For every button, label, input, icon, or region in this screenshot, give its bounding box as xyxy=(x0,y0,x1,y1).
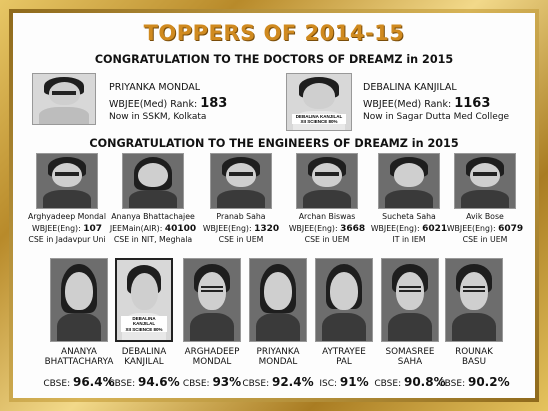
engineer-caption: Sucheta Saha WBJEE(Eng): 6021 IT in IEM xyxy=(370,212,448,244)
engineer-caption: Archan Biswas WBJEE(Eng): 3668 CSE in UEM xyxy=(288,212,366,244)
engineer-photo xyxy=(296,153,358,209)
engineer-caption: Pranab Saha WBJEE(Eng): 1320 CSE in UEM xyxy=(202,212,280,244)
engineers-heading: CONGRATULATION TO THE ENGINEERS OF DREAMZ in 2015 xyxy=(89,137,459,150)
doctors-heading: CONGRATULATION TO THE DOCTORS OF DREAMZ in 2015 xyxy=(94,53,454,66)
school-topper-score: CBSE: 93% xyxy=(182,375,242,389)
engineer-photo xyxy=(210,153,272,209)
school-topper-name: DEBALINA KANJILAL xyxy=(121,347,167,368)
doctor-photo-priyanka xyxy=(32,73,96,125)
doctor-place: Now in SSKM, Kolkata xyxy=(109,112,207,122)
doctor-name: PRIYANKA MONDAL xyxy=(109,82,201,93)
school-topper-score: CBSE: 90.2% xyxy=(438,375,510,389)
school-topper-score: CBSE: 96.4% xyxy=(43,375,115,389)
school-topper-photo xyxy=(249,258,307,342)
school-topper-name: ANANYA BHATTACHARYA xyxy=(44,347,114,368)
photo-stamp: DEBALINA KANJILAL XII SCIENCE 80% xyxy=(121,316,166,332)
engineer-photo xyxy=(122,153,184,209)
school-topper-name: PRIYANKA MONDAL xyxy=(256,347,300,368)
doctor-rank: WBJEE(Med) Rank: 183 xyxy=(109,96,228,111)
school-topper-photo xyxy=(445,258,503,342)
engineer-photo xyxy=(454,153,516,209)
doctor-name: DEBALINA KANJILAL xyxy=(363,82,457,93)
school-topper-name: SOMASREE SAHA xyxy=(385,347,435,368)
school-topper-score: CBSE: 94.6% xyxy=(108,375,180,389)
school-topper-name: ARGHADEEP MONDAL xyxy=(184,347,240,368)
photo-stamp: DEBALINA KANJILAL XII SCIENCE 80% xyxy=(292,114,346,125)
engineer-photo xyxy=(36,153,98,209)
doctor-rank: WBJEE(Med) Rank: 1163 xyxy=(363,96,491,111)
engineer-caption: Ananya Bhattachajee JEEMain(AIR): 40100 CSE in NIT, Meghala xyxy=(109,212,197,244)
engineer-photo xyxy=(378,153,440,209)
school-topper-score: CBSE: 92.4% xyxy=(242,375,314,389)
doctor-place: Now in Sagar Dutta Med College xyxy=(363,112,510,122)
school-topper-name: ROUNAK BASU xyxy=(455,347,493,368)
school-topper-score: CBSE: 90.8% xyxy=(374,375,446,389)
engineer-caption: Arghyadeep Mondal WBJEE(Eng): 107 CSE in Jadavpur Uni xyxy=(28,212,106,244)
school-topper-score: ISC: 91% xyxy=(319,375,369,389)
school-topper-name: AYTRAYEE PAL xyxy=(322,347,366,368)
school-topper-photo xyxy=(381,258,439,342)
doctor-photo-debalina xyxy=(286,73,352,131)
school-topper-photo xyxy=(315,258,373,342)
school-topper-photo xyxy=(115,258,173,342)
school-topper-photo xyxy=(183,258,241,342)
poster-title: TOPPERS OF 2014-15 xyxy=(143,21,405,45)
poster xyxy=(13,13,535,398)
school-topper-photo xyxy=(50,258,108,342)
engineer-caption: Avik Bose WBJEE(Eng): 6079 CSE in UEM xyxy=(446,212,524,244)
